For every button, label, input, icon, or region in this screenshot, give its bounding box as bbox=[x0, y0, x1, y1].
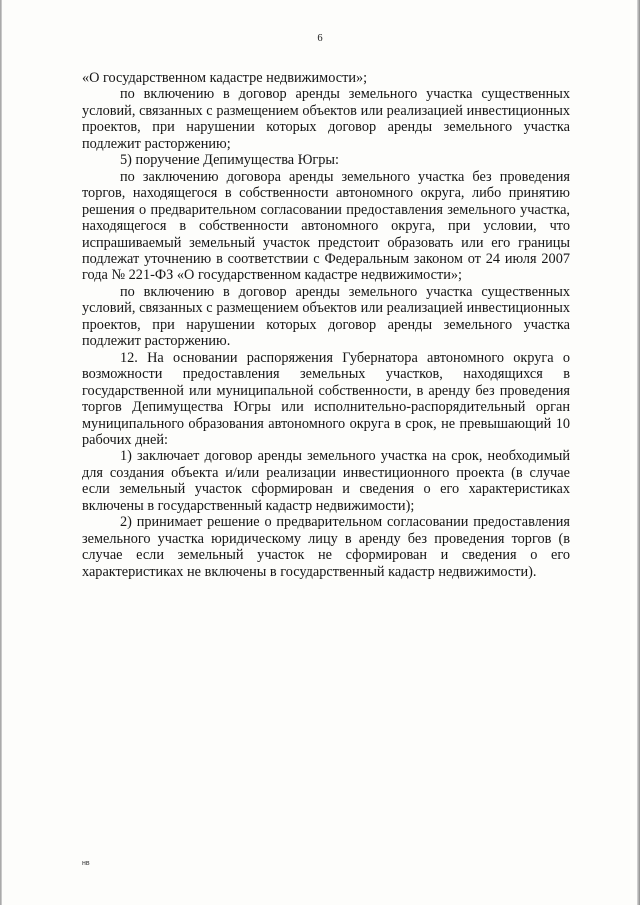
paragraph-lease-conditions-repeat: по включению в договор аренды земельного участка существенных условий, связанных с размещением объектов или реализацией инвестиционных проектов, при нарушении которых договор аренды земельного участка подлежит расторжению. bbox=[82, 283, 570, 350]
paragraph-subitem-1: 1) заключает договор аренды земельного участка на срок, необходимый для создания объекта и/или реализации инвестиционного проекта (в случае если земельный участок сформирован и сведения о его характеристиках включены в государственный кадастр недвижимости); bbox=[82, 448, 570, 514]
paragraph-law-title-continuation: «О государственном кадастре недвижимости»; bbox=[82, 70, 368, 86]
paragraph-item-5: 5) поручение Депимущества Югры: bbox=[120, 152, 339, 169]
paragraph-clause-12: 12. На основании распоряжения Губернатора автономного округа о возможности предоставления земельных участков, находящихся в государственной или муниципальной собственности, в аренду без проведения торгов Депимущества Югры или исполнительно-распорядительный орган муниципального образования автономного округа в срок, не превышающий 10 рабочих дней: bbox=[82, 349, 570, 448]
paragraph-subitem-2: 2) принимает решение о предварительном согласовании предоставления земельного участка юридическому лицу в аренду без проведения торгов (в случае если земельный участок не сформирован и сведения о его характеристиках не включены в государственный кадастр недвижимости). bbox=[82, 514, 570, 580]
paragraph-lease-conditions: по включению в договор аренды земельного участка существенных условий, связанных с размещением объектов или реализацией инвестиционных проектов, при нарушении которых договор аренды земельного участка подлежит расторжению; bbox=[82, 86, 570, 152]
document-body bbox=[82, 70, 570, 580]
footer-code: нв bbox=[82, 860, 90, 867]
paragraph-lease-without-auction: по заключению договора аренды земельного участка без проведения торгов, находящегося в собственности автономного округа, либо принятию решения о предварительном согласовании предоставления земельного участка, находящегося в собственности автономного округа, при условии, что испрашиваемый земельный участок предстоит образовать или его границы подлежат уточнению в соответствии с Федеральным законом от 24 июля 2007 года № 221-ФЗ «О государственном кадастре недвижимости»; bbox=[82, 168, 570, 284]
page-number: 6 bbox=[317, 33, 323, 44]
scan-edge-left bbox=[0, 0, 2, 905]
